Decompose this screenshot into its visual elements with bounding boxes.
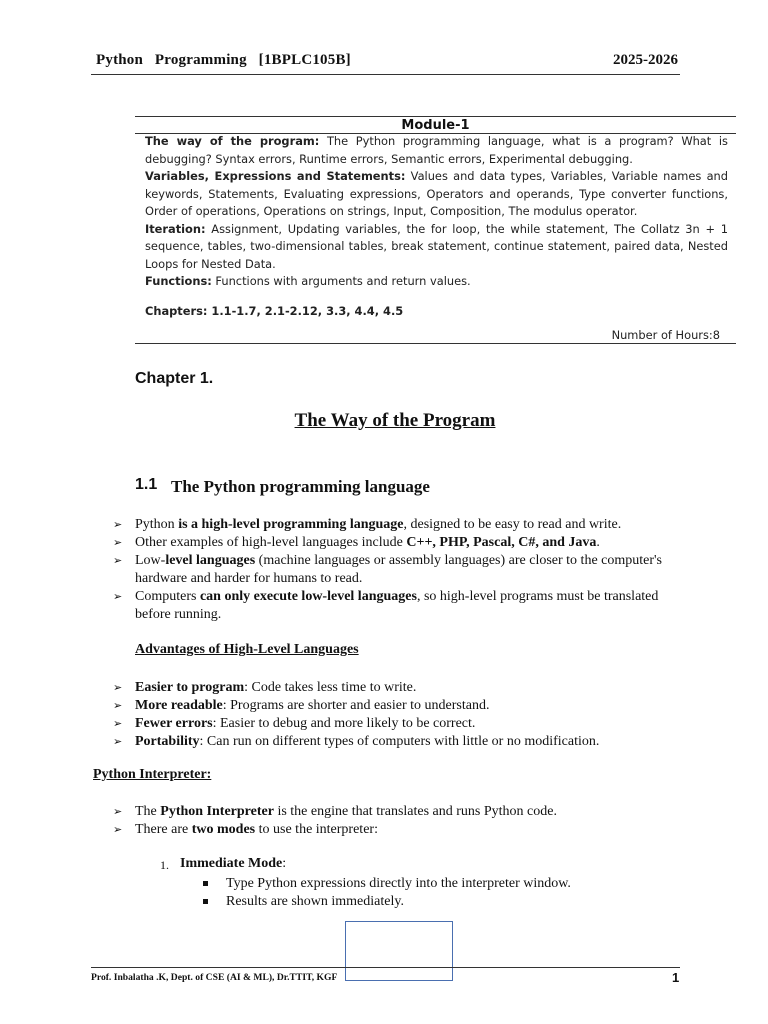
list-item: Results are shown immediately.: [203, 893, 571, 911]
mode-label: Immediate Mode:: [180, 856, 287, 871]
list-item: ➢ More readable: Programs are shorter and easier to understand.: [113, 698, 490, 713]
interpreter-list: [113, 803, 673, 839]
arrowhead-bullet-icon: ➢: [113, 805, 123, 818]
arrowhead-bullet-icon: ➢: [113, 735, 123, 748]
module-topic: The way of the program: The Python programming language, what is a program? What is debugging? Syntax errors, Runtime errors, Semantic errors, Experimental debugging.: [145, 134, 728, 166]
arrowhead-bullet-icon: ➢: [113, 518, 123, 531]
arrowhead-bullet-icon: ➢: [113, 554, 123, 567]
list-item: ➢ There are two modes to use the interpreter:: [113, 822, 378, 837]
list-item: ➢ Other examples of high-level languages include C++, PHP, Pascal, C#, and Java.: [113, 535, 600, 550]
module-top-rule: [135, 116, 736, 117]
footer-author: Prof. Inbalatha .K, Dept. of CSE (AI & ML), Dr.TTIT, KGF: [91, 972, 338, 983]
list-item: ➢ Low-level languages (machine languages or assembly languages) are closer to the computer's hardware and harder for humans to read.: [113, 553, 662, 586]
arrowhead-bullet-icon: ➢: [113, 823, 123, 836]
header-course-title: Python Programming [1BPLC105B]: [96, 52, 351, 68]
module-topic: Functions: Functions with arguments and return values.: [145, 274, 471, 288]
section-number: 1.1: [135, 476, 158, 493]
page-number: 1: [672, 970, 680, 985]
advantages-list: [113, 679, 673, 751]
square-bullet-icon: [203, 899, 208, 904]
list-item: ➢ Python is a high-level programming language, designed to be easy to read and write.: [113, 517, 622, 532]
chapter-label: Chapter 1.: [135, 370, 214, 387]
list-item: ➢ Easier to program: Code takes less time to write.: [113, 680, 417, 695]
arrowhead-bullet-icon: ➢: [113, 536, 123, 549]
module-chapters: Chapters: 1.1-1.7, 2.1-2.12, 3.3, 4.4, 4.5: [145, 303, 404, 318]
list-item: ➢ The Python Interpreter is the engine that translates and runs Python code.: [113, 804, 557, 819]
list-item: ➢ Fewer errors: Easier to debug and more likely to be correct.: [113, 716, 476, 731]
annotation-box: [345, 921, 453, 981]
header-divider: [91, 74, 680, 75]
page-title: The Way of the Program: [294, 410, 496, 431]
arrowhead-bullet-icon: ➢: [113, 699, 123, 712]
list-item: ➢ Portability: Can run on different types of computers with little or no modification.: [113, 734, 600, 749]
arrowhead-bullet-icon: ➢: [113, 590, 123, 603]
square-bullet-icon: [203, 881, 208, 886]
mode-points-list: [203, 875, 571, 911]
module-topic: Variables, Expressions and Statements: Values and data types, Variables, Variable names and keywords, Statements, Evaluating expressions, Operators and operands, Type converter functions, Order of operations, Operations on strings, Input, Composition, The modulus operator.: [145, 169, 728, 218]
mode-number: 1.: [160, 858, 169, 872]
footer-divider: [91, 967, 680, 968]
module-title: Module-1: [401, 118, 470, 133]
module-bottom-rule: [135, 343, 736, 344]
list-item: ➢ Computers can only execute low-level languages, so high-level programs must be translated before running.: [113, 589, 659, 622]
header-year: 2025-2026: [613, 52, 678, 68]
arrowhead-bullet-icon: ➢: [113, 681, 123, 694]
section-title: The Python programming language: [171, 477, 430, 496]
intro-bullet-list: [113, 516, 673, 624]
module-topic: Iteration: Assignment, Updating variables, the for loop, the while statement, The Collatz 3n + 1 sequence, tables, two-dimensional tables, break statement, continue statement, paired data, Nested Loops for Nested Data.: [145, 221, 728, 271]
list-item: Type Python expressions directly into the interpreter window.: [203, 875, 571, 893]
interpreter-heading: Python Interpreter:: [93, 767, 212, 782]
module-hours: Number of Hours:8: [611, 328, 720, 342]
arrowhead-bullet-icon: ➢: [113, 717, 123, 730]
advantages-heading: Advantages of High-Level Languages: [135, 642, 359, 657]
module-syllabus: [145, 133, 728, 320]
